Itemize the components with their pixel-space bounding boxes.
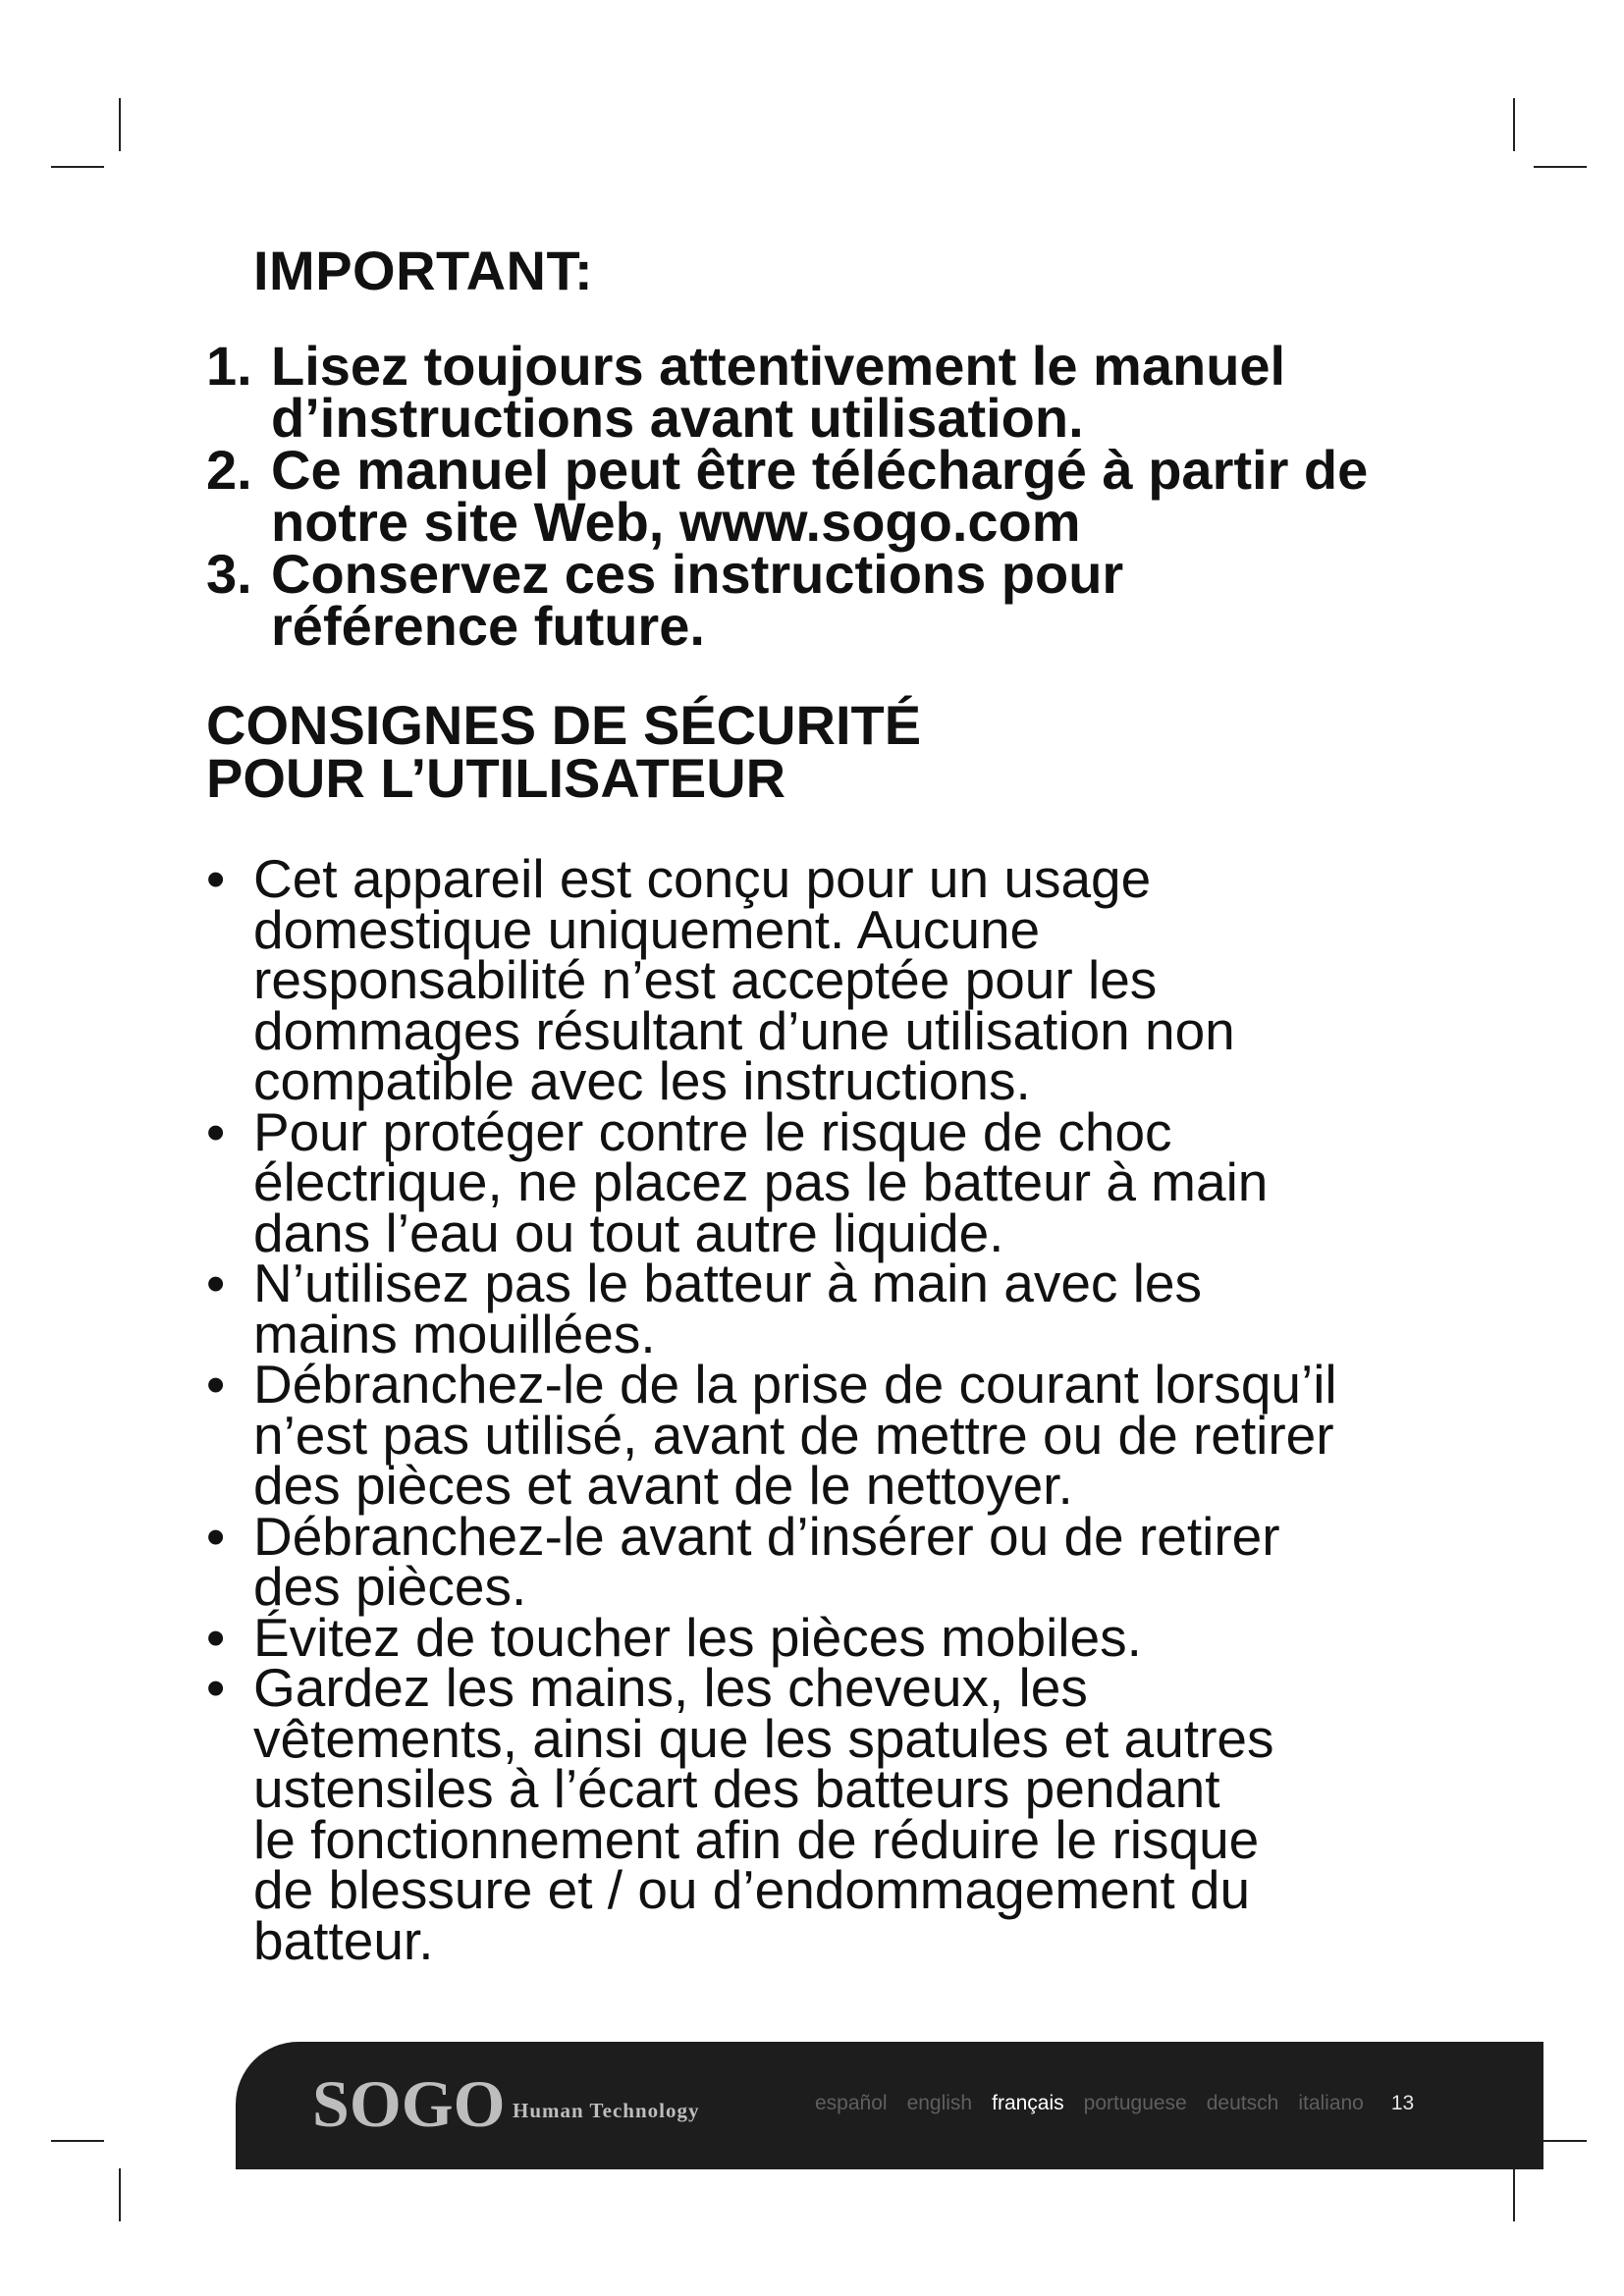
item-line: d’instructions avant utilisation. <box>271 387 1084 449</box>
language-portuguese: portuguese <box>1083 2092 1187 2114</box>
page-number: 13 <box>1390 2092 1415 2114</box>
bullet-line: Pour protéger contre le risque de choc <box>253 1100 1172 1162</box>
bullet-line: des pièces. <box>253 1556 527 1617</box>
crop-mark <box>119 98 121 151</box>
language-deutsch: deutsch <box>1206 2092 1279 2114</box>
list-item <box>206 335 1483 449</box>
bullet-line: responsabilité n’est acceptée pour les <box>253 949 1158 1010</box>
bullet-icon: • <box>206 1657 226 1718</box>
crop-mark <box>1513 98 1515 151</box>
bullet-line: des pièces et avant de le nettoyer. <box>253 1455 1073 1516</box>
bullet-line: le fonctionnement afin de réduire le risque <box>253 1808 1260 1870</box>
language-english: english <box>906 2092 973 2114</box>
item-line: Ce manuel peut être téléchargé à partir de <box>271 439 1369 501</box>
bullet-icon: • <box>206 848 226 909</box>
bullet-item <box>206 1354 1483 1516</box>
item-line: référence future. <box>271 595 705 657</box>
bullet-line: Gardez les mains, les cheveux, les <box>253 1657 1088 1718</box>
bullet-line: Débranchez-le de la prise de courant lorsqu’il <box>253 1354 1337 1415</box>
safety-title <box>206 694 922 809</box>
crop-mark <box>51 2140 104 2142</box>
bullet-item <box>206 1505 1483 1617</box>
item-line: Conservez ces instructions pour <box>271 543 1124 605</box>
important-title: IMPORTANT: <box>253 240 594 301</box>
bullet-icon: • <box>206 1100 226 1162</box>
bullet-line: Évitez de toucher les pièces mobiles. <box>253 1606 1142 1668</box>
crop-mark <box>1513 2168 1515 2221</box>
crop-mark <box>119 2168 121 2221</box>
safety-bullet-list <box>206 848 1483 1971</box>
bullet-line: dans l’eau ou tout autre liquide. <box>253 1201 1004 1263</box>
bullet-line: n’est pas utilisé, avant de mettre ou de retirer <box>253 1404 1334 1466</box>
bullet-item <box>206 1606 1483 1668</box>
list-item <box>206 439 1483 553</box>
item-line: notre site Web, www.sogo.com <box>271 491 1081 553</box>
brand-logo: SOGO <box>312 2066 506 2141</box>
language-italiano: italiano <box>1298 2092 1364 2114</box>
bullet-item <box>206 848 1483 1111</box>
brand-tagline: Human Technology <box>513 2099 700 2122</box>
bullet-line: dommages résultant d’une utilisation non <box>253 999 1235 1061</box>
crop-mark <box>1534 166 1587 168</box>
item-number: 1. <box>206 335 252 397</box>
bullet-line: domestique uniquement. Aucune <box>253 898 1041 960</box>
bullet-line: mains mouillées. <box>253 1303 656 1364</box>
item-number: 3. <box>206 543 252 605</box>
bullet-line: compatible avec les instructions. <box>253 1050 1031 1111</box>
item-number: 2. <box>206 439 252 501</box>
crop-mark <box>51 166 104 168</box>
bullet-line: Cet appareil est conçu pour un usage <box>253 848 1152 909</box>
safety-title-line: CONSIGNES DE SÉCURITÉ <box>206 694 922 756</box>
list-item <box>206 543 1483 657</box>
item-line: Lisez toujours attentivement le manuel <box>271 335 1286 397</box>
bullet-icon: • <box>206 1354 226 1415</box>
language-francais: français <box>992 2092 1064 2114</box>
bullet-icon: • <box>206 1253 226 1313</box>
bullet-line: ustensiles à l’écart des batteurs pendant <box>253 1758 1220 1819</box>
bullet-item <box>206 1657 1483 1971</box>
bullet-icon: • <box>206 1505 226 1567</box>
bullet-item <box>206 1253 1483 1364</box>
bullet-line: électrique, ne placez pas le batteur à main <box>253 1151 1269 1212</box>
bullet-item <box>206 1100 1483 1263</box>
language-list <box>815 2089 1414 2118</box>
bullet-line: de blessure et / ou d’endommagement du <box>253 1859 1251 1920</box>
bullet-line: batteur. <box>253 1909 434 1971</box>
language-espanol: español <box>815 2092 888 2114</box>
bullet-icon: • <box>206 1606 226 1668</box>
bullet-line: vêtements, ainsi que les spatules et autres <box>253 1707 1274 1769</box>
safety-title-line: POUR L’UTILISATEUR <box>206 747 786 809</box>
important-list <box>206 335 1483 657</box>
bullet-line: N’utilisez pas le batteur à main avec les <box>253 1253 1203 1313</box>
bullet-line: Débranchez-le avant d’insérer ou de retirer <box>253 1505 1280 1567</box>
